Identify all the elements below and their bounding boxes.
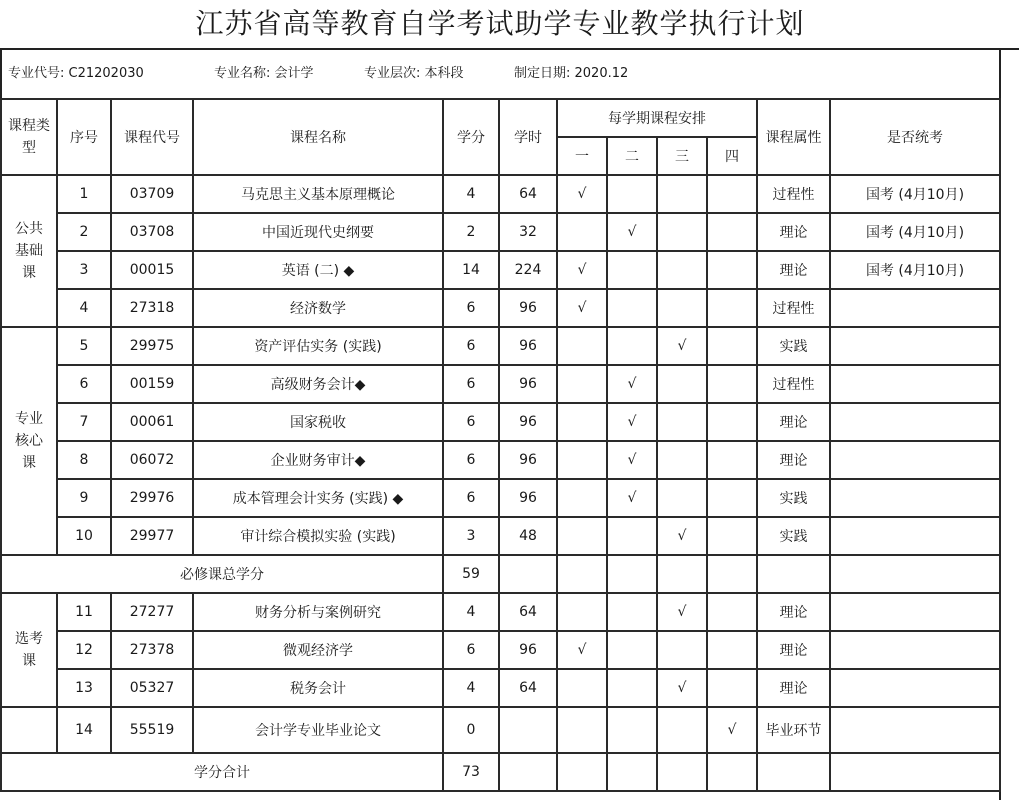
course-code: 05327	[111, 669, 193, 707]
course-name: 成本管理会计实务 (实践) ◆	[193, 479, 443, 517]
col-header-seq: 序号	[57, 99, 111, 175]
course-credit: 14	[443, 251, 499, 289]
course-name: 审计综合模拟实验 (实践)	[193, 517, 443, 555]
major-name: 专业名称: 会计学	[214, 66, 314, 81]
semester-4-mark	[707, 289, 757, 327]
grand_total-empty-cell	[499, 753, 557, 791]
course-unified-exam: 国考 (4月10月)	[830, 251, 1000, 289]
course-credit: 0	[443, 707, 499, 753]
course-attr: 毕业环节	[757, 707, 830, 753]
course-credit: 6	[443, 631, 499, 669]
semester-4-mark	[707, 327, 757, 365]
course-code: 00061	[111, 403, 193, 441]
grand_total-empty-cell	[830, 753, 1000, 791]
course-seq: 13	[57, 669, 111, 707]
semester-1-mark	[557, 707, 607, 753]
course-name: 企业财务审计◆	[193, 441, 443, 479]
semester-2-mark	[607, 327, 657, 365]
grand_total-row	[1, 753, 1000, 791]
required_total-row	[1, 555, 1000, 593]
col-header-code: 课程代号	[111, 99, 193, 175]
course-attr: 过程性	[757, 175, 830, 213]
semester-2-mark	[607, 517, 657, 555]
course-seq: 2	[57, 213, 111, 251]
plan-date: 制定日期: 2020.12	[514, 66, 629, 81]
semester-3-mark	[657, 365, 707, 403]
semester-2-mark: √	[607, 441, 657, 479]
semester-3-mark: √	[657, 669, 707, 707]
col-header-semester: 每学期课程安排	[557, 99, 757, 137]
semester-3-mark: √	[657, 327, 707, 365]
required_total-empty-cell	[607, 555, 657, 593]
grand_total-empty-cell	[557, 753, 607, 791]
category-public	[1, 175, 57, 327]
semester-3-mark	[657, 479, 707, 517]
semester-1-mark	[557, 517, 607, 555]
document-title: 江苏省高等教育自学考试助学专业教学执行计划	[195, 7, 805, 40]
major-code: 专业代号: C21202030	[8, 66, 144, 81]
semester-1-mark	[557, 403, 607, 441]
course-code: 27277	[111, 593, 193, 631]
semester-4-mark	[707, 251, 757, 289]
col-header-name: 课程名称	[193, 99, 443, 175]
course-name: 国家税收	[193, 403, 443, 441]
semester-3-mark	[657, 251, 707, 289]
course-code: 29977	[111, 517, 193, 555]
required_total-empty-cell	[757, 555, 830, 593]
required_total-credit: 59	[443, 555, 499, 593]
course-attr: 理论	[757, 631, 830, 669]
course-credit: 4	[443, 175, 499, 213]
semester-2-mark: √	[607, 213, 657, 251]
plan-table	[0, 98, 1001, 792]
course-hours: 64	[499, 175, 557, 213]
semester-3-mark: √	[657, 517, 707, 555]
course-row	[1, 251, 1000, 289]
required_total-empty-cell	[557, 555, 607, 593]
col-header-attr: 课程属性	[757, 99, 830, 175]
course-row	[1, 403, 1000, 441]
category-label: 专业核心课	[15, 411, 43, 471]
course-unified-exam	[830, 327, 1000, 365]
course-attr: 理论	[757, 251, 830, 289]
course-row	[1, 365, 1000, 403]
course-credit: 6	[443, 479, 499, 517]
course-unified-exam: 国考 (4月10月)	[830, 213, 1000, 251]
course-credit: 6	[443, 289, 499, 327]
category-label: 选考课	[15, 631, 43, 669]
semester-4-mark: √	[707, 707, 757, 753]
semester-4-mark	[707, 631, 757, 669]
semester-2-mark: √	[607, 403, 657, 441]
semester-1-mark	[557, 479, 607, 517]
course-unified-exam	[830, 517, 1000, 555]
course-hours: 224	[499, 251, 557, 289]
semester-1-mark: √	[557, 289, 607, 327]
course-seq: 7	[57, 403, 111, 441]
semester-3-mark	[657, 175, 707, 213]
semester-2-mark: √	[607, 365, 657, 403]
course-attr: 过程性	[757, 289, 830, 327]
course-row	[1, 441, 1000, 479]
course-hours: 48	[499, 517, 557, 555]
course-row	[1, 707, 1000, 753]
semester-1-mark: √	[557, 631, 607, 669]
semester-3-mark	[657, 631, 707, 669]
grand_total-label: 学分合计	[1, 753, 443, 791]
course-name: 英语 (二) ◆	[193, 251, 443, 289]
course-hours: 96	[499, 289, 557, 327]
course-hours: 96	[499, 365, 557, 403]
course-row	[1, 593, 1000, 631]
course-credit: 6	[443, 403, 499, 441]
course-name: 中国近现代史纲要	[193, 213, 443, 251]
meta-row	[0, 50, 999, 98]
semester-1-mark	[557, 593, 607, 631]
course-unified-exam	[830, 365, 1000, 403]
grand_total-empty-cell	[657, 753, 707, 791]
course-credit: 6	[443, 365, 499, 403]
course-attr: 理论	[757, 669, 830, 707]
semester-2-mark	[607, 669, 657, 707]
course-seq: 12	[57, 631, 111, 669]
course-seq: 4	[57, 289, 111, 327]
course-seq: 9	[57, 479, 111, 517]
course-code: 55519	[111, 707, 193, 753]
course-credit: 2	[443, 213, 499, 251]
course-name: 经济数学	[193, 289, 443, 327]
course-attr: 实践	[757, 517, 830, 555]
semester-4-mark	[707, 365, 757, 403]
semester-1-mark: √	[557, 175, 607, 213]
course-row	[1, 175, 1000, 213]
course-seq: 1	[57, 175, 111, 213]
course-code: 00015	[111, 251, 193, 289]
semester-2-mark	[607, 631, 657, 669]
course-code: 06072	[111, 441, 193, 479]
course-seq: 11	[57, 593, 111, 631]
course-unified-exam	[830, 669, 1000, 707]
course-hours: 96	[499, 631, 557, 669]
course-name: 马克思主义基本原理概论	[193, 175, 443, 213]
required_total-label: 必修课总学分	[1, 555, 443, 593]
required_total-empty-cell	[657, 555, 707, 593]
course-attr: 实践	[757, 327, 830, 365]
semester-2-mark: √	[607, 479, 657, 517]
course-seq: 10	[57, 517, 111, 555]
major-level: 专业层次: 本科段	[364, 66, 464, 81]
col-header-type: 课程类型	[1, 99, 57, 175]
grand_total-empty-cell	[607, 753, 657, 791]
course-hours: 96	[499, 441, 557, 479]
course-hours: 96	[499, 479, 557, 517]
required_total-empty-cell	[499, 555, 557, 593]
course-name: 资产评估实务 (实践)	[193, 327, 443, 365]
grand_total-credit: 73	[443, 753, 499, 791]
semester-4-mark	[707, 175, 757, 213]
col-header-s4: 四	[707, 137, 757, 175]
semester-3-mark: √	[657, 593, 707, 631]
semester-1-mark	[557, 669, 607, 707]
col-header-hours: 学时	[499, 99, 557, 175]
course-name: 高级财务会计◆	[193, 365, 443, 403]
col-header-s3: 三	[657, 137, 707, 175]
course-attr: 理论	[757, 441, 830, 479]
col-header-unified: 是否统考	[830, 99, 1000, 175]
semester-4-mark	[707, 479, 757, 517]
course-name: 税务会计	[193, 669, 443, 707]
semester-1-mark	[557, 441, 607, 479]
col-header-credit: 学分	[443, 99, 499, 175]
semester-3-mark	[657, 213, 707, 251]
course-attr: 理论	[757, 213, 830, 251]
grand_total-empty-cell	[707, 753, 757, 791]
course-attr: 实践	[757, 479, 830, 517]
semester-3-mark	[657, 707, 707, 753]
semester-1-mark	[557, 327, 607, 365]
course-code: 03708	[111, 213, 193, 251]
course-unified-exam	[830, 441, 1000, 479]
semester-2-mark	[607, 593, 657, 631]
course-hours: 32	[499, 213, 557, 251]
col-header-s2: 二	[607, 137, 657, 175]
required_total-empty-cell	[830, 555, 1000, 593]
course-row	[1, 517, 1000, 555]
course-row	[1, 669, 1000, 707]
course-row	[1, 327, 1000, 365]
course-unified-exam	[830, 289, 1000, 327]
semester-3-mark	[657, 403, 707, 441]
semester-3-mark	[657, 289, 707, 327]
course-seq: 5	[57, 327, 111, 365]
course-credit: 3	[443, 517, 499, 555]
course-hours: 96	[499, 327, 557, 365]
course-unified-exam	[830, 479, 1000, 517]
semester-3-mark	[657, 441, 707, 479]
course-seq: 8	[57, 441, 111, 479]
category-core	[1, 327, 57, 555]
course-name: 财务分析与案例研究	[193, 593, 443, 631]
course-seq: 6	[57, 365, 111, 403]
course-seq: 3	[57, 251, 111, 289]
col-header-s1: 一	[557, 137, 607, 175]
category-empty	[1, 707, 57, 753]
course-hours: 64	[499, 669, 557, 707]
course-attr: 理论	[757, 593, 830, 631]
course-code: 00159	[111, 365, 193, 403]
header-row	[1, 99, 1000, 137]
semester-4-mark	[707, 403, 757, 441]
semester-1-mark: √	[557, 251, 607, 289]
semester-4-mark	[707, 441, 757, 479]
course-hours: 64	[499, 593, 557, 631]
semester-4-mark	[707, 517, 757, 555]
semester-2-mark	[607, 251, 657, 289]
course-code: 27318	[111, 289, 193, 327]
category-elective	[1, 593, 57, 707]
course-code: 29975	[111, 327, 193, 365]
course-credit: 6	[443, 327, 499, 365]
course-hours	[499, 707, 557, 753]
course-unified-exam	[830, 403, 1000, 441]
course-unified-exam	[830, 593, 1000, 631]
semester-2-mark	[607, 175, 657, 213]
course-attr: 理论	[757, 403, 830, 441]
semester-2-mark	[607, 289, 657, 327]
grand_total-empty-cell	[757, 753, 830, 791]
course-row	[1, 479, 1000, 517]
category-label: 公共基础课	[15, 221, 43, 281]
course-code: 27378	[111, 631, 193, 669]
course-attr: 过程性	[757, 365, 830, 403]
course-credit: 4	[443, 669, 499, 707]
course-row	[1, 289, 1000, 327]
semester-4-mark	[707, 593, 757, 631]
semester-2-mark	[607, 707, 657, 753]
semester-4-mark	[707, 213, 757, 251]
required_total-empty-cell	[707, 555, 757, 593]
course-name: 微观经济学	[193, 631, 443, 669]
semester-4-mark	[707, 669, 757, 707]
course-code: 03709	[111, 175, 193, 213]
course-hours: 96	[499, 403, 557, 441]
course-unified-exam: 国考 (4月10月)	[830, 175, 1000, 213]
course-row	[1, 631, 1000, 669]
course-credit: 6	[443, 441, 499, 479]
course-row	[1, 213, 1000, 251]
course-code: 29976	[111, 479, 193, 517]
course-unified-exam	[830, 707, 1000, 753]
course-seq: 14	[57, 707, 111, 753]
course-name: 会计学专业毕业论文	[193, 707, 443, 753]
semester-1-mark	[557, 213, 607, 251]
semester-1-mark	[557, 365, 607, 403]
course-credit: 4	[443, 593, 499, 631]
course-unified-exam	[830, 631, 1000, 669]
